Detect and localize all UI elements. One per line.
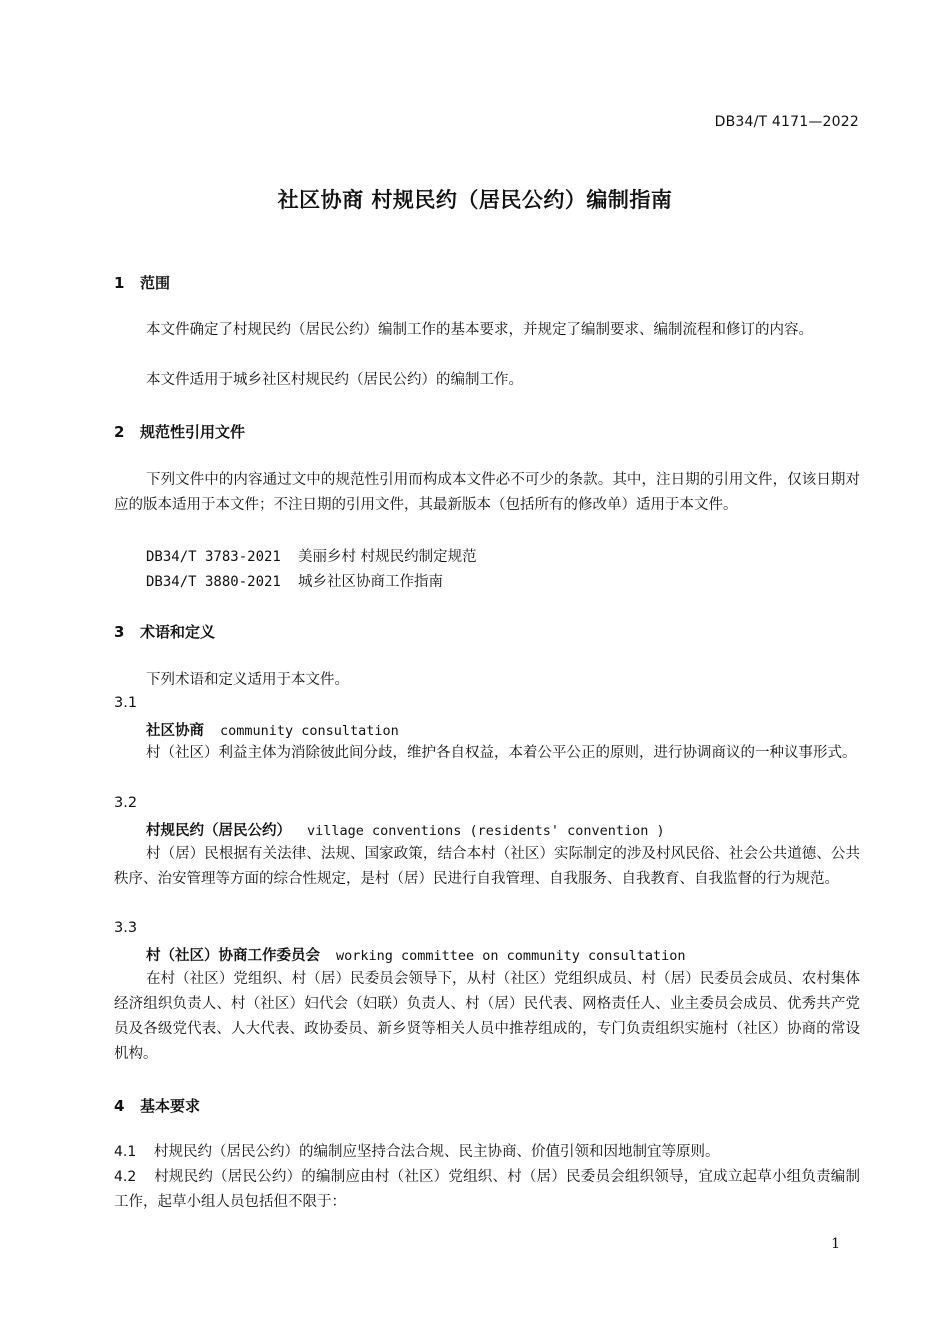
paragraph: 下列文件中的内容通过文中的规范性引用而构成本文件必不可少的条款。其中，注日期的引用文件，仅该日期对应的版本适用于本文件；不注日期的引用文件，其最新版本（包括所有的修改单）适用于本文件。 <box>114 472 860 513</box>
clause <box>114 1140 860 1165</box>
reference-item <box>146 570 443 591</box>
paragraph: 本文件适用于城乡社区村规民约（居民公约）的编制工作。 <box>146 372 523 388</box>
term-number: 3.1 <box>114 695 138 711</box>
term-definition: 在村（社区）党组织、村（居）民委员会领导下，从村（社区）党组织成员、村（居）民委员会成员、农村集体经济组织负责人、村（社区）妇代会（妇联）负责人、村（居）民代表、网格责任人、业主委员会成员、优秀共产党员及各级党代表、人大代表、政协委员、新乡贤等相关人员中推荐组成的，专门负责组织实施村（社区）协商的常设机构。 <box>114 971 860 1062</box>
term-english: community consultation <box>220 723 399 739</box>
section-heading-scope <box>114 272 170 293</box>
section-number: 2 <box>114 423 125 441</box>
term-chinese: 社区协商 <box>146 723 204 739</box>
section-number: 4 <box>114 1097 125 1115</box>
section-title: 范围 <box>140 274 171 292</box>
paragraph: 本文件确定了村规民约（居民公约）编制工作的基本要求，并规定了编制要求、编制流程和修订的内容。 <box>146 322 813 338</box>
term-english: working committee on community consultation <box>336 948 686 964</box>
term-definition: 村（社区）利益主体为消除彼此间分歧，维护各自权益，本着公平公正的原则，进行协调商议的一种议事形式。 <box>146 745 857 761</box>
reference-title: 城乡社区协商工作指南 <box>298 574 443 590</box>
term-definition: 村（居）民根据有关法律、法规、国家政策，结合本村（社区）实际制定的涉及村风民俗、社会公共道德、公共秩序、治安管理等方面的综合性规定，是村（居）民进行自我管理、自我服务、自我教育、自我监督的行为规范。 <box>114 846 860 887</box>
section-number: 3 <box>114 623 125 641</box>
clause-text: 村规民约（居民公约）的编制应由村（社区）党组织、村（居）民委员会组织领导，宜成立起草小组负责编制工作，起草小组人员包括但不限于： <box>114 1169 860 1210</box>
clause <box>114 1165 860 1215</box>
term-english: village conventions (residents' convention ) <box>307 823 665 839</box>
section-heading-terms <box>114 621 215 642</box>
reference-item <box>146 545 477 566</box>
document-title: 社区协商 村规民约（居民公约）编制指南 <box>277 188 673 212</box>
page-number: 1 <box>831 1236 840 1252</box>
section-heading-normative-references <box>114 421 245 442</box>
reference-title: 美丽乡村 村规民约制定规范 <box>298 549 477 565</box>
term-heading <box>146 719 399 740</box>
section-heading-basic-requirements <box>114 1095 200 1116</box>
document-id: DB34/T 4171—2022 <box>714 114 859 130</box>
term-chinese: 村（社区）协商工作委员会 <box>146 948 320 964</box>
term-number: 3.2 <box>114 795 138 811</box>
term-chinese: 村规民约（居民公约） <box>146 823 291 839</box>
term-number: 3.3 <box>114 920 138 936</box>
section-title: 规范性引用文件 <box>140 423 246 441</box>
section-title: 术语和定义 <box>140 623 216 641</box>
section-title: 基本要求 <box>140 1097 201 1115</box>
reference-code: DB34/T 3880-2021 <box>146 574 281 590</box>
clause-number: 4.1 <box>114 1144 137 1160</box>
section-number: 1 <box>114 274 125 292</box>
term-heading <box>146 819 665 840</box>
reference-code: DB34/T 3783-2021 <box>146 549 281 565</box>
clause-number: 4.2 <box>114 1169 137 1185</box>
term-heading <box>146 944 686 965</box>
paragraph: 下列术语和定义适用于本文件。 <box>146 672 349 688</box>
clause-text: 村规民约（居民公约）的编制应坚持合法合规、民主协商、价值引领和因地制宜等原则。 <box>154 1144 720 1160</box>
